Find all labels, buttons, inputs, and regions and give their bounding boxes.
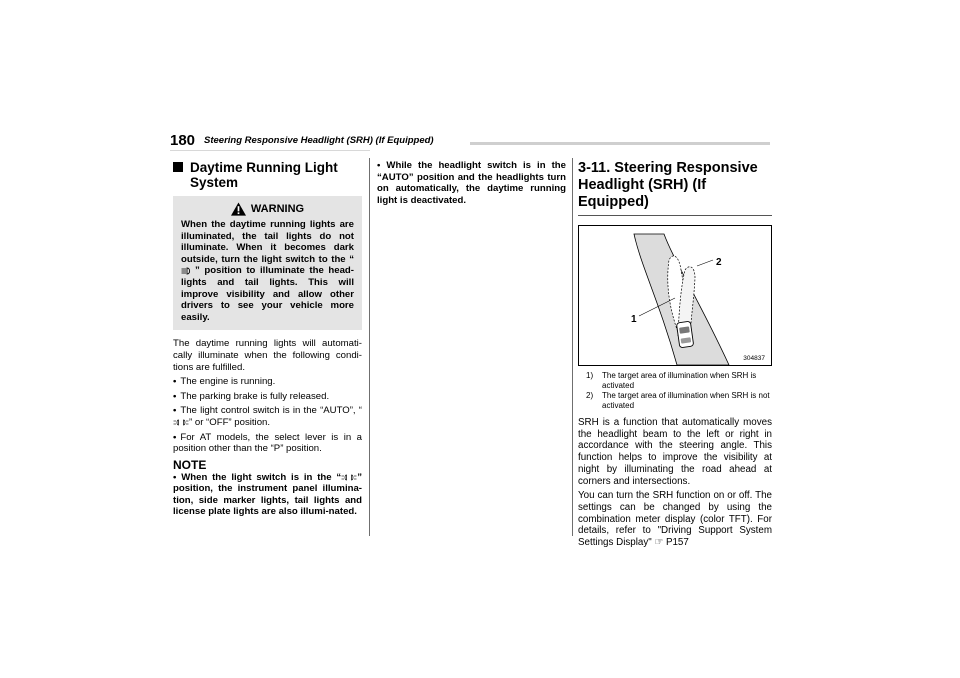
list-item-text: For AT models, the select lever is in a position other than the “P” position.: [173, 431, 362, 455]
figure-caption-list: [578, 371, 772, 410]
warning-text: [181, 219, 354, 323]
note-text: [173, 472, 362, 518]
warning-text-part-2: ” position to illuminate the head-lights and tail lights. This will improve visibility and allow other drivers to see your vehicle more easily.: [181, 265, 354, 323]
section-heading-text: Daytime Running Light System: [190, 160, 338, 190]
page-number: 180: [170, 132, 196, 149]
warning-triangle-icon: [231, 202, 246, 216]
list-item-text: While the headlight switch is in the “AUTO” position and the headlights turn on automatically, the daytime running light is deactivated.: [377, 160, 567, 206]
warning-title: [181, 196, 354, 218]
figure-label-1: 1: [631, 314, 637, 325]
section-heading: [173, 160, 362, 190]
column-right: [578, 160, 772, 552]
figure-label-2: 2: [716, 257, 722, 268]
srh-settings-paragraph: You can turn the SRH function on or off. The settings can be changed by using the combination meter display (color TFT). For details, refer to "Driving Support System Settings Display" ☞ P157: [578, 490, 772, 549]
list-item-text: The engine is running.: [180, 376, 276, 388]
caption-item: [586, 371, 772, 390]
chapter-title: 3-11. Steering Responsive Headlight (SRH) (If Equipped): [578, 160, 772, 216]
column-divider-2: [572, 158, 573, 536]
note-heading: NOTE: [173, 457, 207, 472]
list-item: [173, 391, 362, 403]
column-left: [173, 160, 362, 518]
figure-code: 304837: [743, 355, 765, 362]
srh-illustration: [578, 225, 772, 366]
caption-text: The target area of illumination when SRH is activated: [602, 371, 757, 390]
bullet-dot-icon: •: [173, 471, 177, 483]
road-illumination-diagram: [579, 226, 771, 365]
note-text-part-2: ” position, the instrument panel illumina-tion, side marker lights, tail lights and license plate lights are also illumi-nated.: [173, 471, 362, 518]
intro-paragraph: The daytime running lights will automati-cally illuminate when the following condi-tions are fulfilled.: [173, 338, 362, 373]
list-item-text-cont: ” or “OFF” position.: [189, 416, 271, 428]
list-item: [377, 160, 566, 206]
column-middle: [377, 160, 566, 206]
list-item-text: The light control switch is in the “AUTO”, “: [180, 405, 362, 417]
warning-box: [173, 196, 362, 330]
list-item-text: The parking brake is fully released.: [180, 390, 330, 402]
warning-text-part-1: When the daytime running lights are illuminated, the tail lights do not illuminate. When it becomes dark outside, turn the light switch to the “: [181, 219, 354, 265]
caption-item: [586, 391, 772, 410]
headlight-icon: [181, 267, 195, 275]
caption-number: 2): [586, 391, 594, 400]
header-rule: [470, 142, 770, 145]
warning-label: WARNING: [250, 203, 305, 215]
note-text-part-1: When the light switch is in the “: [181, 471, 342, 483]
bullet-dot-icon: •: [173, 376, 177, 388]
bullet-dot-icon: •: [377, 160, 381, 171]
column-divider-1: [369, 158, 370, 536]
list-item: [173, 432, 362, 455]
parking-light-icon: [341, 474, 357, 481]
heading-square-icon: [173, 162, 183, 172]
bullet-dot-icon: •: [173, 405, 177, 417]
caption-number: 1): [586, 371, 594, 380]
header-underline: [170, 150, 370, 151]
bullet-dot-icon: •: [173, 390, 177, 402]
bullet-dot-icon: •: [173, 431, 177, 443]
running-header-title: Steering Responsive Headlight (SRH) (If Equipped): [204, 135, 434, 146]
parking-light-icon: [173, 419, 189, 426]
page-header: [170, 132, 770, 152]
list-item: [173, 376, 362, 388]
srh-description: SRH is a function that automatically moves the headlight beam to the left or right in accordance with the steering angle. This function helps to improve the visibility at night by illuminating the road ahead at corners and intersections.: [578, 417, 772, 487]
caption-text: The target area of illumination when SRH is not activated: [602, 391, 770, 410]
list-item: [173, 405, 362, 428]
